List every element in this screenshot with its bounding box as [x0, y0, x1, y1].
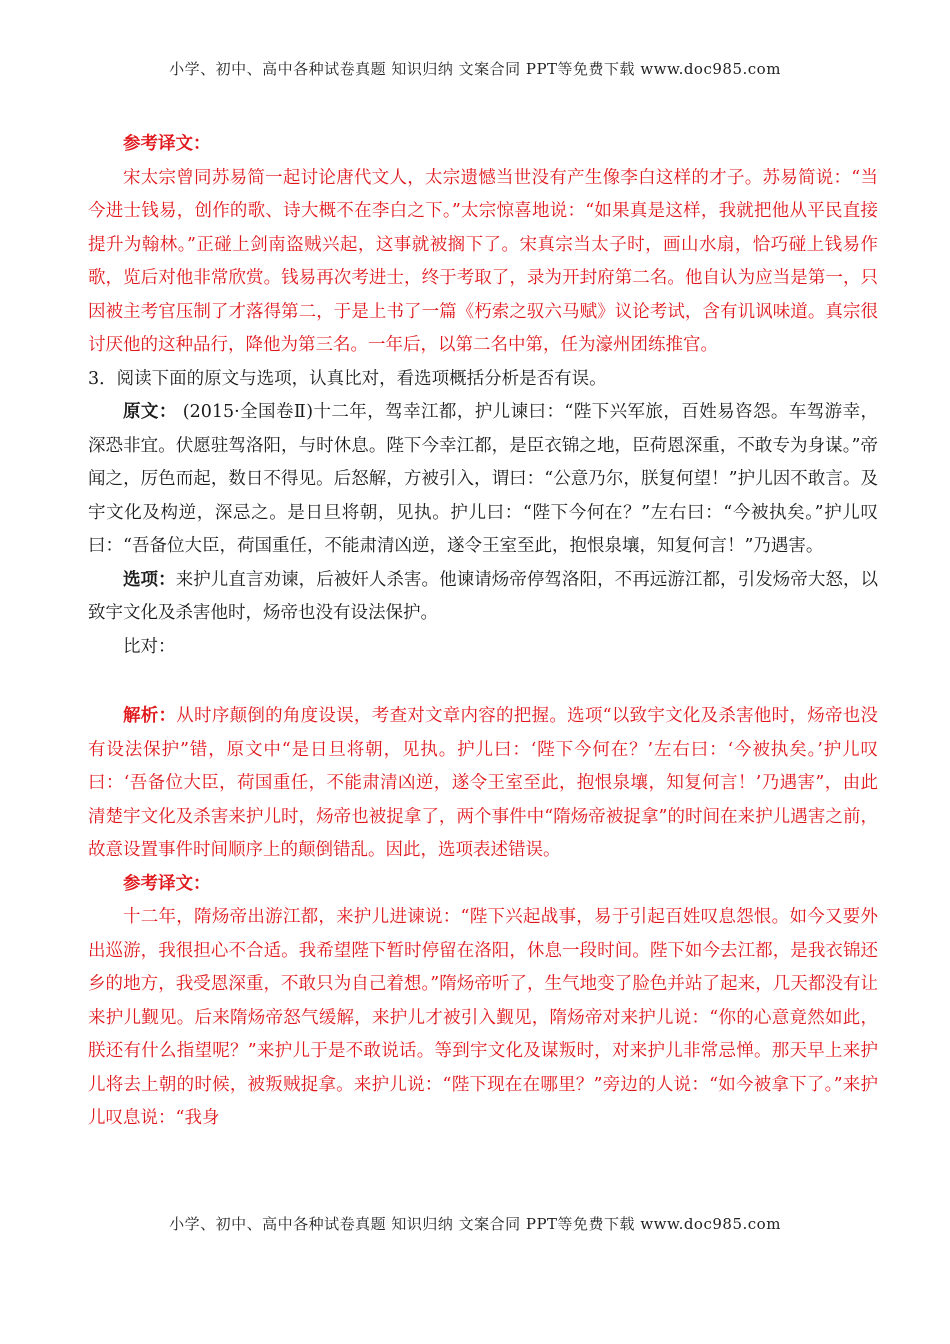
translation-2-body: 十二年，隋炀帝出游江都，来护儿进谏说：“陛下兴起战事，易于引起百姓叹息怨恨。如今又要外出巡游，我很担心不合适。我希望陛下暂时停留在洛阳，休息一段时间。陛下如今去江都，是我衣锦还乡的地方，我受恩深重，不敢只为自己着想。”隋炀帝听了，生气地变了脸色并站了起来，几天都没有让来护儿觐见。后来隋炀帝怒气缓解，来护儿才被引入觐见，隋炀帝对来护儿说：“你的心意竟然如此，朕还有什么指望呢？”来护儿于是不敢说话。等到宇文化及谋叛时，对来护儿非常忌惮。那天早上来护儿将去上朝的时候，被叛贼捉拿。来护儿说：“陛下现在在哪里？”旁边的人说：“如今被拿下了。”来护儿叹息说：“我身 — [88, 907, 878, 1128]
compare-line: 比对： — [123, 636, 176, 657]
option-body: 来护儿直言劝谏，后被奸人杀害。他谏请炀帝停驾洛阳，不再远游江都，引发炀帝大怒，以致宇文化及杀害他时，炀帝也没有设法保护。 — [88, 569, 879, 623]
original-text — [88, 396, 878, 564]
analysis-text — [88, 700, 878, 868]
analysis-body: 从时序颠倒的角度设误，考查对文章内容的把握。选项“以致宇文化及杀害他时，炀帝也没有设法保护”错，原文中“是日旦将朝，见执。护儿曰：‘陛下今何在？’左右曰：‘今被执矣。’护儿叹曰：‘吾备位大臣，荷国重任，不能肃清凶逆，遂令王室至此，抱恨泉壤，知复何言！’乃遇害”，由此清楚宇文化及杀害来护儿时，炀帝也被捉拿了，两个事件中“隋炀帝被捉拿”的时间在来护儿遇害之前，故意设置事件时间顺序上的颠倒错乱。因此，选项表述错误。 — [88, 706, 878, 860]
translation-1-body: 宋太宗曾同苏易简一起讨论唐代文人，太宗遗憾当世没有产生像李白这样的才子。苏易简说：“当今进士钱易，创作的歌、诗大概不在李白之下。”太宗惊喜地说：“如果真是这样，我就把他从平民直接提升为翰林。”正碰上剑南盗贼兴起，这事就被搁下了。宋真宗当太子时，画山水扇，恰巧碰上钱易作歌，览后对他非常欣赏。钱易再次考进士，终于考取了，录为开封府第二名。他自认为应当是第一，只因被主考官压制了才落得第二，于是上书了一篇《朽索之驭六马赋》议论考试，含有讥讽味道。真宗很讨厌他的这种品行，降他为第三名。一年后，以第二名中第，任为濠州团练推官。 — [88, 167, 878, 355]
option-label: 选项： — [123, 569, 176, 590]
question-3-title: 3．阅读下面的原文与选项，认真比对，看选项概括分析是否有误。 — [88, 368, 607, 389]
page-header: 小学、初中、高中各种试卷真题 知识归纳 文案合同 PPT等免费下载 www.doc985.com — [169, 60, 781, 78]
analysis-label: 解析： — [123, 706, 177, 726]
document-body — [88, 128, 878, 1136]
original-body: (2015·全国卷Ⅱ)十二年，驾幸江都，护儿谏曰：“陛下兴军旅，百姓易咨怨。车驾游幸，深恐非宜。伏愿驻驾洛阳，与时休息。陛下今幸江都，是臣衣锦之地，臣荷恩深重，不敢专为身谋。”帝闻之，厉色而起，数日不得见。后怒解，方被引入，谓曰：“公意乃尔，朕复何望！”护儿因不敢言。及宇文化及构逆，深忌之。是日旦将朝，见执。护儿曰：“陛下今何在？”左右曰：“今被执矣。”护儿叹曰：“吾备位大臣，荷国重任，不能肃清凶逆，遂令王室至此，抱恨泉壤，知复何言！”乃遇害。 — [88, 402, 879, 556]
page-footer: 小学、初中、高中各种试卷真题 知识归纳 文案合同 PPT等免费下载 www.doc985.com — [169, 1215, 781, 1233]
translation-2-label: 参考译文： — [123, 873, 211, 894]
option-text — [88, 564, 878, 631]
original-label: 原文： — [123, 402, 177, 422]
translation-1-label-line — [88, 128, 878, 162]
blank-answer-space — [88, 664, 878, 700]
translation-1-label: 参考译文： — [123, 134, 211, 154]
translation-2-label-line — [88, 868, 878, 902]
